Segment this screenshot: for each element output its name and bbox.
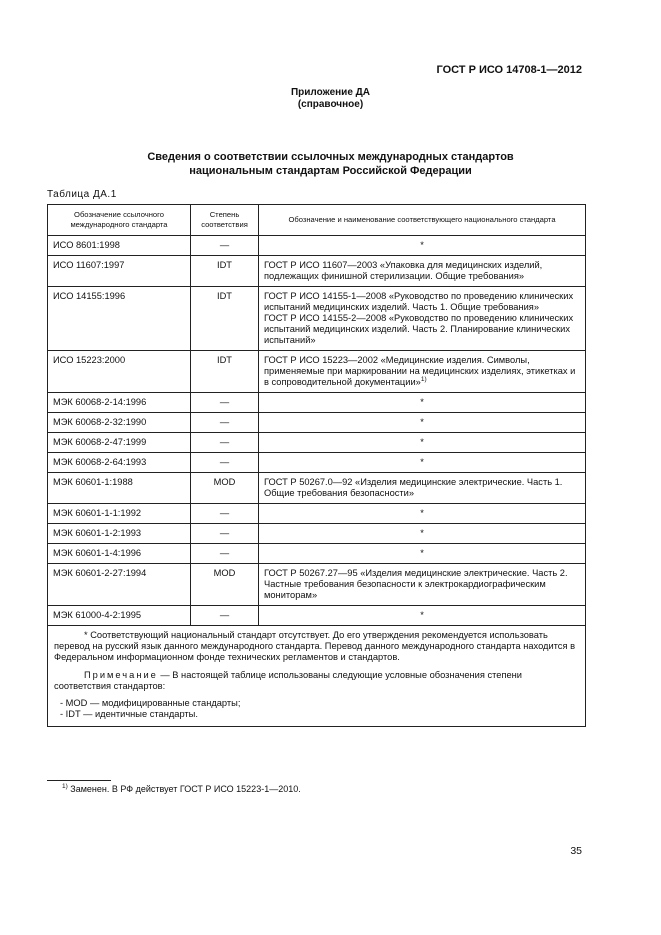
national-standard-text: * xyxy=(420,457,424,467)
national-standard-text: * xyxy=(420,548,424,558)
national-standard-cell xyxy=(259,473,586,504)
table-row xyxy=(48,544,586,564)
national-standard-cell xyxy=(259,524,586,544)
national-standard-cell xyxy=(259,236,586,256)
national-standard-text: * xyxy=(420,417,424,427)
table-row xyxy=(48,606,586,626)
degree-cell: — xyxy=(191,544,259,564)
table-row xyxy=(48,433,586,453)
national-standard-cell xyxy=(259,287,586,351)
note-label: Примечание xyxy=(84,670,158,680)
heading-line-1: Сведения о соответствии ссылочных международных стандартов xyxy=(147,151,514,163)
degree-cell: — xyxy=(191,433,259,453)
national-standard-cell xyxy=(259,504,586,524)
table-notes-row xyxy=(48,626,586,727)
national-standard-cell xyxy=(259,564,586,606)
national-standard-text: ГОСТ Р 50267.0—92 «Изделия медицинские электрические. Часть 1. Общие требования безопасности» xyxy=(264,477,563,498)
national-standard-text: * xyxy=(420,240,424,250)
table-row xyxy=(48,351,586,393)
intl-standard-cell: ИСО 14155:1996 xyxy=(48,287,191,351)
degree-cell: MOD xyxy=(191,564,259,606)
national-standard-text: * xyxy=(420,437,424,447)
degree-cell: IDT xyxy=(191,256,259,287)
national-standard-cell xyxy=(259,433,586,453)
table-row xyxy=(48,524,586,544)
footnote-mark: 1) xyxy=(62,783,68,790)
national-standard-text: * xyxy=(420,528,424,538)
degree-cell: — xyxy=(191,236,259,256)
intl-standard-cell: МЭК 60601-1-1:1992 xyxy=(48,504,191,524)
intl-standard-cell: ИСО 8601:1998 xyxy=(48,236,191,256)
table-row xyxy=(48,236,586,256)
footnote-divider xyxy=(47,780,111,781)
table-header-row xyxy=(48,205,586,236)
national-standard-text: * xyxy=(420,397,424,407)
table-row xyxy=(48,413,586,433)
national-standard-cell xyxy=(259,351,586,393)
asterisk-note: * Соответствующий национальный стандарт отсутствует. До его утверждения рекомендуется использовать перевод на русский язык данного международного стандарта. Перевод данного международного стандарта находится в Федеральном информационном фонде технических регламентов и стандартов. xyxy=(54,630,576,662)
column-header: Степень соответствия xyxy=(191,205,259,236)
table-row xyxy=(48,453,586,473)
national-standard-cell xyxy=(259,256,586,287)
national-standard-text: * xyxy=(420,610,424,620)
table-notes xyxy=(48,626,586,727)
national-standard-cell xyxy=(259,393,586,413)
footnote xyxy=(62,784,301,794)
national-standard-text: ГОСТ Р 50267.27—95 «Изделия медицинские электрические. Часть 2. Частные требования безопасности к электрокардиографическим мониторам» xyxy=(264,568,568,600)
national-standard-text: * xyxy=(420,508,424,518)
table-row xyxy=(48,473,586,504)
footnote-text: Заменен. В РФ действует ГОСТ Р ИСО 15223-1—2010. xyxy=(67,784,301,794)
footnote-reference: 1) xyxy=(420,375,427,383)
section-heading xyxy=(0,150,661,178)
national-standard-cell xyxy=(259,606,586,626)
national-standard-text: ГОСТ Р ИСО 14155-1—2008 «Руководство по проведению клинических испытаний медицинских изделий. Часть 1. Общие требования» xyxy=(264,291,574,312)
degree-cell: IDT xyxy=(191,287,259,351)
national-standard-cell xyxy=(259,544,586,564)
degree-cell: IDT xyxy=(191,351,259,393)
national-standard-text: ГОСТ Р ИСО 14155-2—2008 «Руководство по проведению клинических испытаний медицинских изделий. Часть 2. Планирование клинических испытаний» xyxy=(264,313,574,345)
degree-cell: — xyxy=(191,393,259,413)
intl-standard-cell: МЭК 60601-1-4:1996 xyxy=(48,544,191,564)
national-standard-text: ГОСТ Р ИСО 15223—2002 «Медицинские изделия. Символы, применяемые при маркировании на медицинских изделиях, этикетках и в сопроводительной документации» xyxy=(264,355,576,387)
note-paragraph xyxy=(54,670,579,692)
degree-cell: MOD xyxy=(191,473,259,504)
column-header: Обозначение ссылочного международного стандарта xyxy=(48,205,191,236)
table-row xyxy=(48,504,586,524)
table-body xyxy=(48,236,586,727)
table-row xyxy=(48,564,586,606)
note-text: — В настоящей таблице использованы следующие условные обозначения степени соответствия стандартов: xyxy=(54,670,522,691)
intl-standard-cell: МЭК 60601-2-27:1994 xyxy=(48,564,191,606)
column-header: Обозначение и наименование соответствующего национального стандарта xyxy=(259,205,586,236)
degree-cell: — xyxy=(191,413,259,433)
list-item: - MOD — модифицированные стандарты; xyxy=(60,698,241,708)
intl-standard-cell: МЭК 60068-2-47:1999 xyxy=(48,433,191,453)
intl-standard-cell: МЭК 60601-1:1988 xyxy=(48,473,191,504)
degree-cell: — xyxy=(191,453,259,473)
national-standard-cell xyxy=(259,453,586,473)
intl-standard-cell: МЭК 60068-2-64:1993 xyxy=(48,453,191,473)
table-label: Таблица ДА.1 xyxy=(47,189,117,200)
list-item: - IDT — идентичные стандарты. xyxy=(60,709,198,719)
standard-code: ГОСТ Р ИСО 14708-1—2012 xyxy=(436,64,582,76)
intl-standard-cell: МЭК 61000-4-2:1995 xyxy=(48,606,191,626)
degree-cell: — xyxy=(191,524,259,544)
heading-line-2: национальным стандартам Российской Федерации xyxy=(189,165,472,177)
table-row xyxy=(48,287,586,351)
annex-subtitle: (справочное) xyxy=(297,99,364,110)
intl-standard-cell: МЭК 60068-2-14:1996 xyxy=(48,393,191,413)
table-row xyxy=(48,256,586,287)
intl-standard-cell: МЭК 60601-1-2:1993 xyxy=(48,524,191,544)
table-row xyxy=(48,393,586,413)
degree-cell: — xyxy=(191,606,259,626)
intl-standard-cell: МЭК 60068-2-32:1990 xyxy=(48,413,191,433)
annex-title: Приложение ДА xyxy=(290,87,371,98)
correspondence-table xyxy=(47,204,586,727)
intl-standard-cell: ИСО 11607:1997 xyxy=(48,256,191,287)
national-standard-text: ГОСТ Р ИСО 11607—2003 «Упаковка для медицинских изделий, подлежащих финишной стерилизации. Общие требования» xyxy=(264,260,543,281)
intl-standard-cell: ИСО 15223:2000 xyxy=(48,351,191,393)
abbreviation-list xyxy=(54,698,579,720)
national-standard-cell xyxy=(259,413,586,433)
page-number: 35 xyxy=(570,845,582,857)
degree-cell: — xyxy=(191,504,259,524)
